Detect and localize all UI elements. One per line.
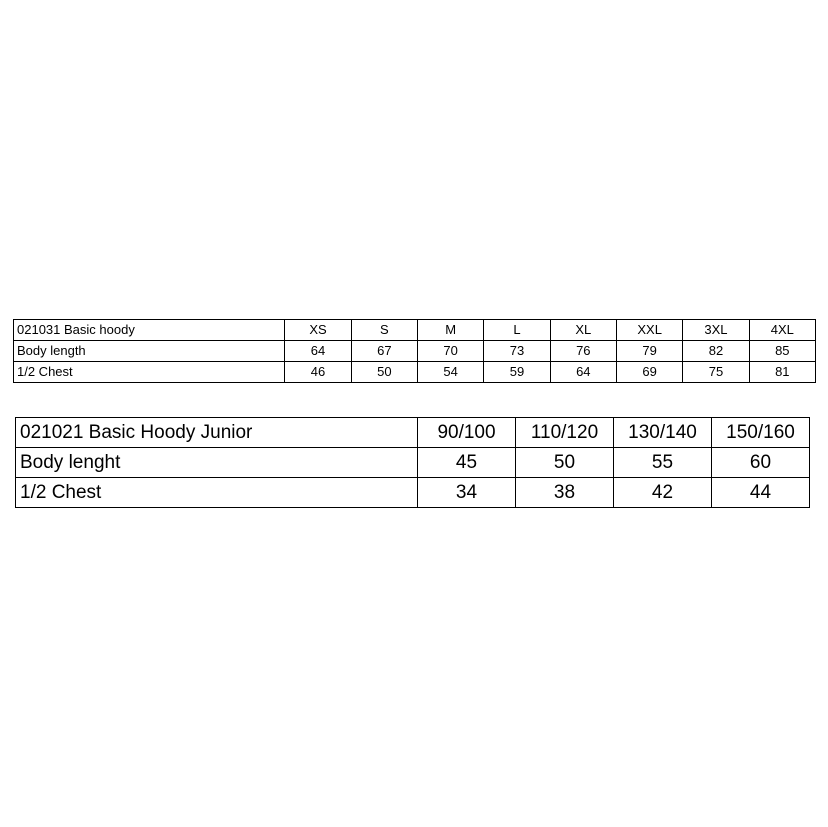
size-header: XS [285,320,351,341]
table-cell: 54 [418,362,484,383]
table-header-row [16,418,810,448]
table-cell: 81 [749,362,815,383]
junior-size-table [15,417,810,508]
size-header: 3XL [683,320,749,341]
table-row [16,448,810,478]
table-cell: 42 [614,478,712,508]
table-row [14,341,816,362]
table-cell: 67 [351,341,417,362]
table-cell: 46 [285,362,351,383]
table-cell: 76 [550,341,616,362]
table-cell: 38 [516,478,614,508]
size-header: L [484,320,550,341]
table-cell: 79 [616,341,682,362]
table-cell: 50 [516,448,614,478]
size-header: 90/100 [418,418,516,448]
table-cell: 59 [484,362,550,383]
table-cell: 69 [616,362,682,383]
adult-size-table [13,319,816,383]
table-cell: 64 [285,341,351,362]
table-cell: 64 [550,362,616,383]
row-label: Body lenght [16,448,418,478]
row-label: Body length [14,341,285,362]
product-title: 021031 Basic hoody [14,320,285,341]
table-cell: 44 [712,478,810,508]
table-cell: 85 [749,341,815,362]
product-title: 021021 Basic Hoody Junior [16,418,418,448]
size-header: 4XL [749,320,815,341]
table-cell: 75 [683,362,749,383]
table-row [14,362,816,383]
size-header: 110/120 [516,418,614,448]
table-header-row [14,320,816,341]
table-row [16,478,810,508]
table-cell: 60 [712,448,810,478]
table-cell: 70 [418,341,484,362]
row-label: 1/2 Chest [14,362,285,383]
size-header: 130/140 [614,418,712,448]
size-header: M [418,320,484,341]
row-label: 1/2 Chest [16,478,418,508]
size-header: S [351,320,417,341]
table-cell: 34 [418,478,516,508]
size-header: XXL [616,320,682,341]
table-cell: 82 [683,341,749,362]
size-header: 150/160 [712,418,810,448]
table-cell: 73 [484,341,550,362]
size-header: XL [550,320,616,341]
table-cell: 45 [418,448,516,478]
table-cell: 55 [614,448,712,478]
table-cell: 50 [351,362,417,383]
